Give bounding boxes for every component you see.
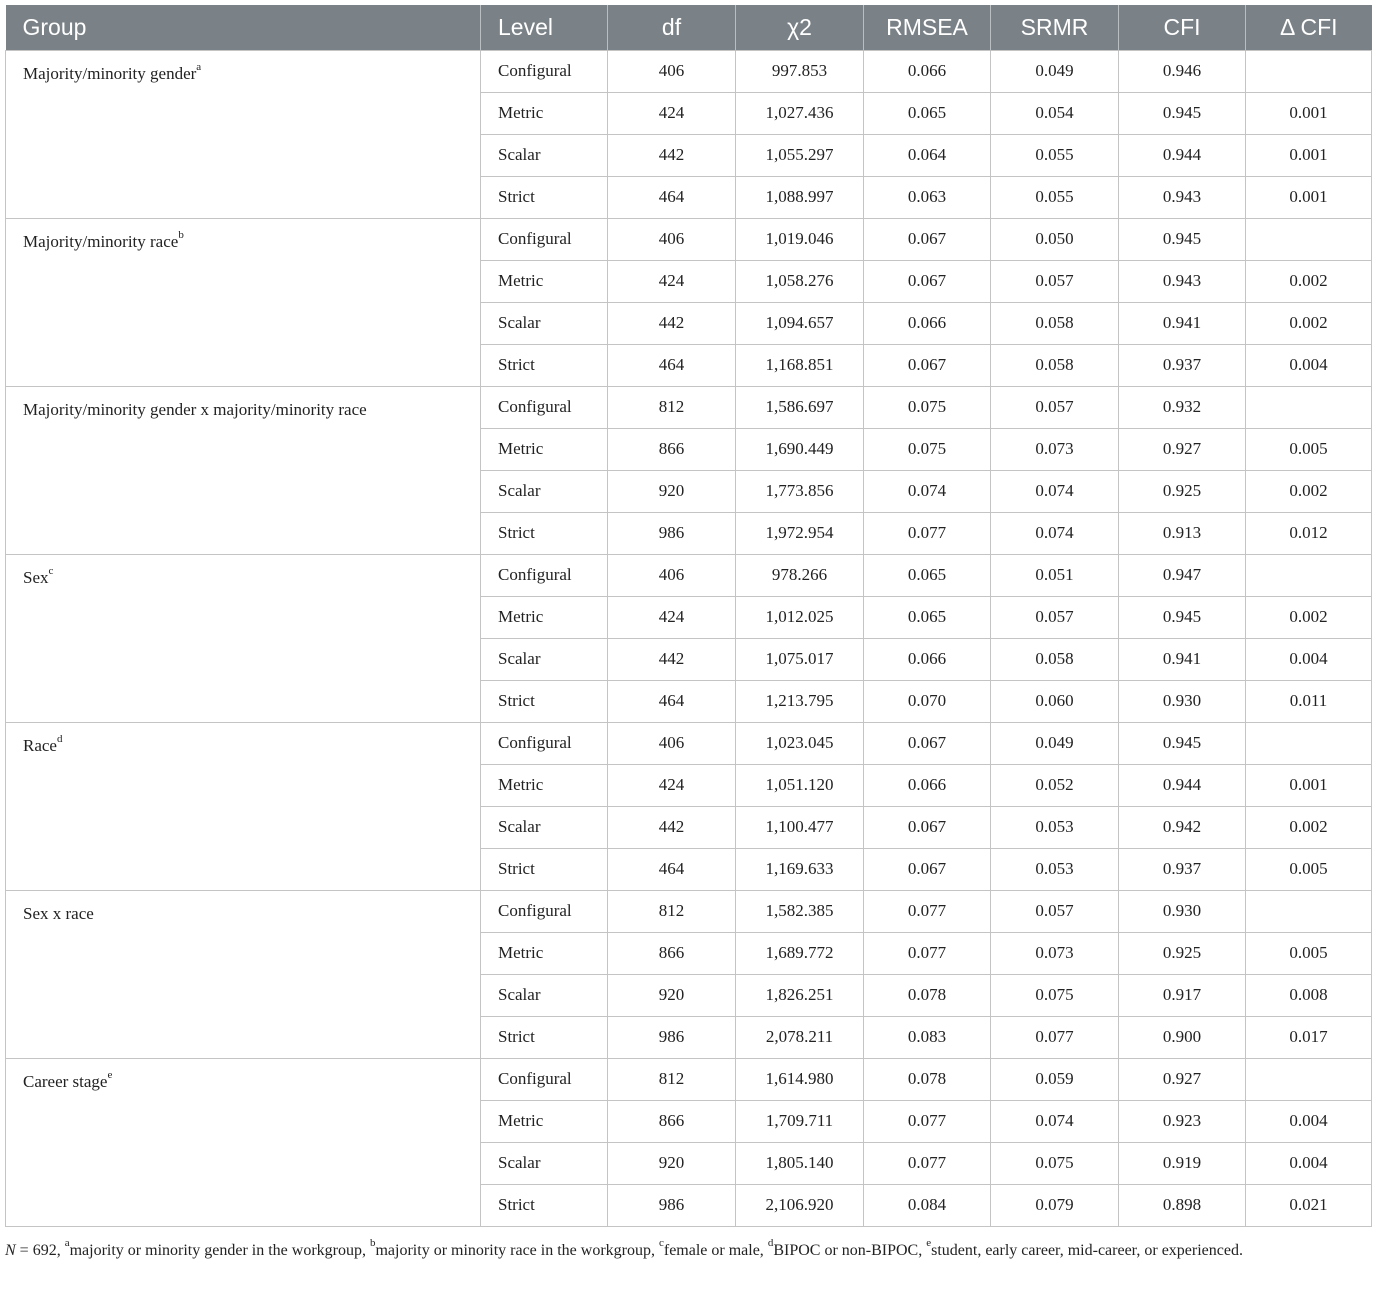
level-cell: Scalar	[481, 1142, 608, 1184]
df-cell: 866	[608, 932, 736, 974]
df-cell: 464	[608, 176, 736, 218]
delta-cfi-cell: 0.001	[1246, 764, 1372, 806]
level-cell: Scalar	[481, 974, 608, 1016]
level-cell: Metric	[481, 764, 608, 806]
header-level: Level	[481, 5, 608, 50]
chi2-cell: 1,826.251	[736, 974, 864, 1016]
chi2-cell: 1,088.997	[736, 176, 864, 218]
srmr-cell: 0.060	[991, 680, 1119, 722]
delta-cfi-cell	[1246, 386, 1372, 428]
chi2-cell: 1,213.795	[736, 680, 864, 722]
chi2-cell: 1,689.772	[736, 932, 864, 974]
header-delta-cfi: Δ CFI	[1246, 5, 1372, 50]
chi2-cell: 1,027.436	[736, 92, 864, 134]
rmsea-cell: 0.084	[864, 1184, 991, 1226]
delta-cfi-cell: 0.008	[1246, 974, 1372, 1016]
delta-cfi-cell	[1246, 890, 1372, 932]
df-cell: 424	[608, 764, 736, 806]
df-cell: 464	[608, 848, 736, 890]
srmr-cell: 0.057	[991, 890, 1119, 932]
df-cell: 424	[608, 260, 736, 302]
group-cell	[6, 1058, 481, 1226]
srmr-cell: 0.058	[991, 638, 1119, 680]
measurement-invariance-table	[5, 5, 1372, 1227]
rmsea-cell: 0.077	[864, 932, 991, 974]
rmsea-cell: 0.077	[864, 890, 991, 932]
level-cell: Metric	[481, 596, 608, 638]
rmsea-cell: 0.067	[864, 806, 991, 848]
rmsea-cell: 0.065	[864, 596, 991, 638]
delta-cfi-cell: 0.001	[1246, 92, 1372, 134]
cfi-cell: 0.945	[1119, 722, 1246, 764]
level-cell: Strict	[481, 1184, 608, 1226]
level-cell: Metric	[481, 260, 608, 302]
level-cell: Configural	[481, 722, 608, 764]
cfi-cell: 0.946	[1119, 50, 1246, 92]
table-row	[6, 722, 1372, 764]
chi2-cell: 978.266	[736, 554, 864, 596]
rmsea-cell: 0.078	[864, 1058, 991, 1100]
df-cell: 866	[608, 1100, 736, 1142]
rmsea-cell: 0.067	[864, 344, 991, 386]
cfi-cell: 0.898	[1119, 1184, 1246, 1226]
rmsea-cell: 0.078	[864, 974, 991, 1016]
footnote-marker: c	[658, 1237, 664, 1250]
srmr-cell: 0.074	[991, 1100, 1119, 1142]
df-cell: 406	[608, 722, 736, 764]
srmr-cell: 0.074	[991, 512, 1119, 554]
n-label: N	[5, 1241, 16, 1259]
df-cell: 920	[608, 974, 736, 1016]
cfi-cell: 0.944	[1119, 764, 1246, 806]
delta-cfi-cell: 0.002	[1246, 260, 1372, 302]
chi2-cell: 1,709.711	[736, 1100, 864, 1142]
df-cell: 812	[608, 386, 736, 428]
group-cell	[6, 218, 481, 386]
chi2-cell: 1,051.120	[736, 764, 864, 806]
delta-cfi-cell: 0.005	[1246, 428, 1372, 470]
cfi-cell: 0.937	[1119, 344, 1246, 386]
rmsea-cell: 0.067	[864, 722, 991, 764]
level-cell: Configural	[481, 50, 608, 92]
chi2-cell: 1,582.385	[736, 890, 864, 932]
delta-cfi-cell	[1246, 554, 1372, 596]
srmr-cell: 0.052	[991, 764, 1119, 806]
df-cell: 812	[608, 890, 736, 932]
level-cell: Metric	[481, 1100, 608, 1142]
chi2-cell: 2,078.211	[736, 1016, 864, 1058]
df-cell: 424	[608, 92, 736, 134]
df-cell: 442	[608, 638, 736, 680]
df-cell: 986	[608, 1016, 736, 1058]
srmr-cell: 0.074	[991, 470, 1119, 512]
footnote-marker: d	[767, 1237, 774, 1250]
chi2-cell: 1,100.477	[736, 806, 864, 848]
cfi-cell: 0.925	[1119, 932, 1246, 974]
srmr-cell: 0.075	[991, 974, 1119, 1016]
rmsea-cell: 0.066	[864, 764, 991, 806]
srmr-cell: 0.051	[991, 554, 1119, 596]
level-cell: Scalar	[481, 806, 608, 848]
rmsea-cell: 0.067	[864, 218, 991, 260]
delta-cfi-cell	[1246, 722, 1372, 764]
srmr-cell: 0.079	[991, 1184, 1119, 1226]
rmsea-cell: 0.067	[864, 848, 991, 890]
table-footnote	[5, 1239, 1367, 1263]
delta-cfi-cell: 0.002	[1246, 470, 1372, 512]
df-cell: 464	[608, 344, 736, 386]
level-cell: Strict	[481, 1016, 608, 1058]
delta-cfi-cell	[1246, 218, 1372, 260]
df-cell: 406	[608, 554, 736, 596]
rmsea-cell: 0.083	[864, 1016, 991, 1058]
table-row	[6, 1058, 1372, 1100]
group-cell	[6, 554, 481, 722]
df-cell: 812	[608, 1058, 736, 1100]
table-body	[6, 50, 1372, 1226]
level-cell: Metric	[481, 92, 608, 134]
chi2-cell: 1,586.697	[736, 386, 864, 428]
level-cell: Strict	[481, 176, 608, 218]
srmr-cell: 0.053	[991, 806, 1119, 848]
df-cell: 986	[608, 1184, 736, 1226]
df-cell: 442	[608, 806, 736, 848]
group-name: Career stage	[23, 1071, 108, 1091]
footnote-marker: e	[926, 1237, 932, 1250]
group-name: Majority/minority gender x majority/minority race	[23, 399, 367, 419]
rmsea-cell: 0.074	[864, 470, 991, 512]
delta-cfi-cell: 0.004	[1246, 1100, 1372, 1142]
cfi-cell: 0.930	[1119, 680, 1246, 722]
cfi-cell: 0.947	[1119, 554, 1246, 596]
df-cell: 406	[608, 50, 736, 92]
footnote-text: majority or minority race in the workgroup,	[375, 1241, 659, 1259]
level-cell: Scalar	[481, 134, 608, 176]
cfi-cell: 0.917	[1119, 974, 1246, 1016]
group-footnote-marker: a	[196, 60, 202, 73]
delta-cfi-cell: 0.001	[1246, 176, 1372, 218]
level-cell: Scalar	[481, 302, 608, 344]
chi2-cell: 1,023.045	[736, 722, 864, 764]
chi2-cell: 1,168.851	[736, 344, 864, 386]
header-df: df	[608, 5, 736, 50]
header-chi2: χ2	[736, 5, 864, 50]
footnote-marker: a	[64, 1237, 70, 1250]
level-cell: Strict	[481, 344, 608, 386]
delta-cfi-cell: 0.002	[1246, 596, 1372, 638]
table-row	[6, 554, 1372, 596]
group-footnote-marker: d	[56, 732, 63, 745]
rmsea-cell: 0.077	[864, 1142, 991, 1184]
rmsea-cell: 0.063	[864, 176, 991, 218]
header-cfi: CFI	[1119, 5, 1246, 50]
cfi-cell: 0.941	[1119, 302, 1246, 344]
level-cell: Scalar	[481, 470, 608, 512]
cfi-cell: 0.925	[1119, 470, 1246, 512]
delta-cfi-cell: 0.005	[1246, 932, 1372, 974]
group-cell	[6, 890, 481, 1058]
df-cell: 406	[608, 218, 736, 260]
chi2-cell: 1,012.025	[736, 596, 864, 638]
table-row	[6, 386, 1372, 428]
cfi-cell: 0.943	[1119, 176, 1246, 218]
chi2-cell: 1,019.046	[736, 218, 864, 260]
srmr-cell: 0.055	[991, 134, 1119, 176]
delta-cfi-cell: 0.011	[1246, 680, 1372, 722]
srmr-cell: 0.053	[991, 848, 1119, 890]
srmr-cell: 0.055	[991, 176, 1119, 218]
level-cell: Configural	[481, 554, 608, 596]
cfi-cell: 0.945	[1119, 596, 1246, 638]
srmr-cell: 0.054	[991, 92, 1119, 134]
table-row	[6, 50, 1372, 92]
rmsea-cell: 0.075	[864, 428, 991, 470]
cfi-cell: 0.900	[1119, 1016, 1246, 1058]
cfi-cell: 0.927	[1119, 1058, 1246, 1100]
footnote-text: student, early career, mid-career, or experienced.	[931, 1241, 1243, 1259]
df-cell: 920	[608, 1142, 736, 1184]
table-row	[6, 890, 1372, 932]
group-footnote-marker: c	[48, 564, 54, 577]
delta-cfi-cell: 0.004	[1246, 344, 1372, 386]
srmr-cell: 0.049	[991, 50, 1119, 92]
header-rmsea: RMSEA	[864, 5, 991, 50]
group-name: Sex x race	[23, 903, 94, 923]
srmr-cell: 0.058	[991, 344, 1119, 386]
delta-cfi-cell	[1246, 1058, 1372, 1100]
group-cell	[6, 50, 481, 218]
footnote-text: majority or minority gender in the workgroup,	[69, 1241, 370, 1259]
n-value: = 692,	[15, 1241, 65, 1259]
srmr-cell: 0.058	[991, 302, 1119, 344]
rmsea-cell: 0.067	[864, 260, 991, 302]
table-container	[5, 5, 1371, 1263]
cfi-cell: 0.930	[1119, 890, 1246, 932]
delta-cfi-cell: 0.021	[1246, 1184, 1372, 1226]
header-group: Group	[6, 5, 481, 50]
footnote-marker: b	[369, 1237, 376, 1250]
cfi-cell: 0.937	[1119, 848, 1246, 890]
level-cell: Configural	[481, 386, 608, 428]
srmr-cell: 0.057	[991, 260, 1119, 302]
chi2-cell: 1,094.657	[736, 302, 864, 344]
level-cell: Metric	[481, 932, 608, 974]
rmsea-cell: 0.075	[864, 386, 991, 428]
cfi-cell: 0.927	[1119, 428, 1246, 470]
df-cell: 986	[608, 512, 736, 554]
cfi-cell: 0.944	[1119, 134, 1246, 176]
delta-cfi-cell: 0.012	[1246, 512, 1372, 554]
cfi-cell: 0.919	[1119, 1142, 1246, 1184]
chi2-cell: 1,058.276	[736, 260, 864, 302]
cfi-cell: 0.923	[1119, 1100, 1246, 1142]
chi2-cell: 1,055.297	[736, 134, 864, 176]
rmsea-cell: 0.066	[864, 50, 991, 92]
srmr-cell: 0.073	[991, 428, 1119, 470]
delta-cfi-cell: 0.004	[1246, 638, 1372, 680]
level-cell: Configural	[481, 1058, 608, 1100]
group-footnote-marker: b	[178, 228, 184, 241]
chi2-cell: 1,075.017	[736, 638, 864, 680]
rmsea-cell: 0.065	[864, 92, 991, 134]
group-name: Sex	[23, 567, 49, 587]
rmsea-cell: 0.065	[864, 554, 991, 596]
table-row	[6, 218, 1372, 260]
cfi-cell: 0.943	[1119, 260, 1246, 302]
cfi-cell: 0.932	[1119, 386, 1246, 428]
srmr-cell: 0.049	[991, 722, 1119, 764]
delta-cfi-cell: 0.002	[1246, 302, 1372, 344]
cfi-cell: 0.941	[1119, 638, 1246, 680]
df-cell: 424	[608, 596, 736, 638]
level-cell: Strict	[481, 680, 608, 722]
rmsea-cell: 0.066	[864, 638, 991, 680]
group-name: Race	[23, 735, 57, 755]
df-cell: 442	[608, 134, 736, 176]
chi2-cell: 2,106.920	[736, 1184, 864, 1226]
rmsea-cell: 0.066	[864, 302, 991, 344]
srmr-cell: 0.075	[991, 1142, 1119, 1184]
rmsea-cell: 0.077	[864, 512, 991, 554]
delta-cfi-cell: 0.002	[1246, 806, 1372, 848]
level-cell: Configural	[481, 218, 608, 260]
delta-cfi-cell: 0.004	[1246, 1142, 1372, 1184]
srmr-cell: 0.077	[991, 1016, 1119, 1058]
chi2-cell: 1,805.140	[736, 1142, 864, 1184]
chi2-cell: 997.853	[736, 50, 864, 92]
cfi-cell: 0.913	[1119, 512, 1246, 554]
chi2-cell: 1,690.449	[736, 428, 864, 470]
delta-cfi-cell: 0.005	[1246, 848, 1372, 890]
rmsea-cell: 0.070	[864, 680, 991, 722]
delta-cfi-cell	[1246, 50, 1372, 92]
header-srmr: SRMR	[991, 5, 1119, 50]
level-cell: Strict	[481, 848, 608, 890]
group-name: Majority/minority race	[23, 231, 179, 251]
rmsea-cell: 0.077	[864, 1100, 991, 1142]
rmsea-cell: 0.064	[864, 134, 991, 176]
srmr-cell: 0.057	[991, 386, 1119, 428]
df-cell: 442	[608, 302, 736, 344]
srmr-cell: 0.073	[991, 932, 1119, 974]
footnote-text: female or male,	[663, 1241, 768, 1259]
level-cell: Strict	[481, 512, 608, 554]
group-cell	[6, 722, 481, 890]
df-cell: 920	[608, 470, 736, 512]
chi2-cell: 1,972.954	[736, 512, 864, 554]
chi2-cell: 1,773.856	[736, 470, 864, 512]
df-cell: 464	[608, 680, 736, 722]
cfi-cell: 0.945	[1119, 218, 1246, 260]
srmr-cell: 0.059	[991, 1058, 1119, 1100]
group-name: Majority/minority gender	[23, 63, 197, 83]
level-cell: Metric	[481, 428, 608, 470]
delta-cfi-cell: 0.001	[1246, 134, 1372, 176]
level-cell: Configural	[481, 890, 608, 932]
level-cell: Scalar	[481, 638, 608, 680]
srmr-cell: 0.057	[991, 596, 1119, 638]
cfi-cell: 0.942	[1119, 806, 1246, 848]
df-cell: 866	[608, 428, 736, 470]
chi2-cell: 1,169.633	[736, 848, 864, 890]
delta-cfi-cell: 0.017	[1246, 1016, 1372, 1058]
header-row	[6, 5, 1372, 50]
group-cell	[6, 386, 481, 554]
group-footnote-marker: e	[107, 1068, 113, 1081]
cfi-cell: 0.945	[1119, 92, 1246, 134]
chi2-cell: 1,614.980	[736, 1058, 864, 1100]
footnote-text: BIPOC or non-BIPOC,	[773, 1241, 927, 1259]
srmr-cell: 0.050	[991, 218, 1119, 260]
